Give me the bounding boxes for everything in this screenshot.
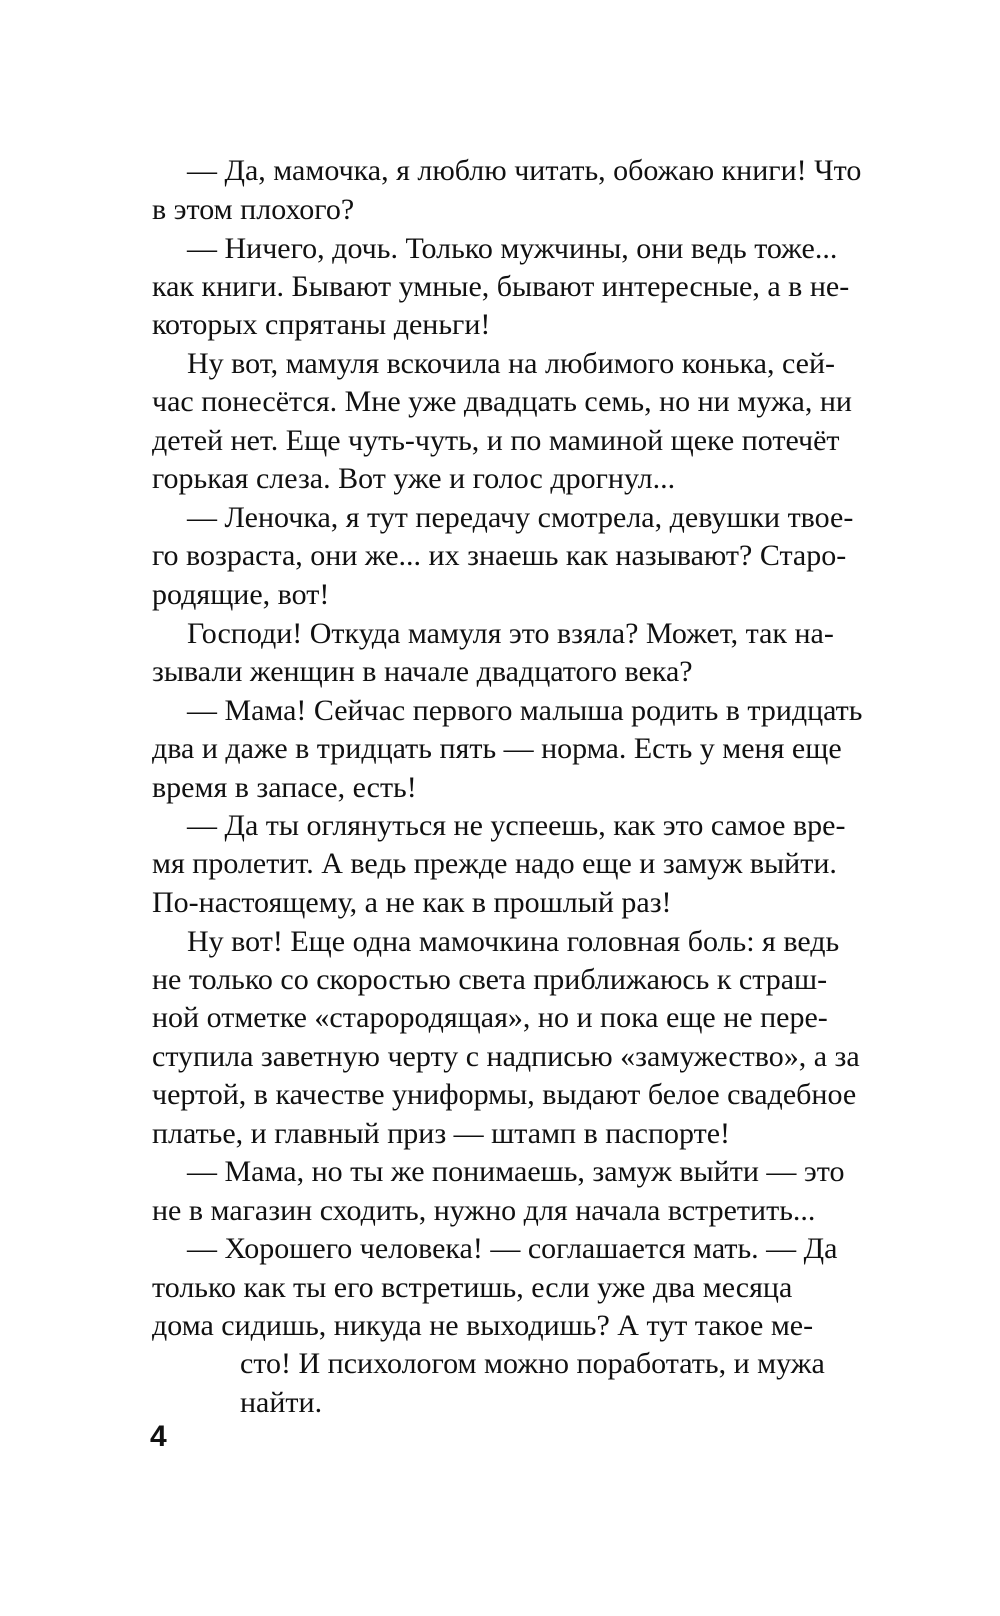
text-line: Ну вот! Еще одна мамочкина головная боль: я ведь [187,925,840,958]
text-line: время в запасе, есть! [152,771,417,804]
text-line: только как ты его встретишь, если уже два месяца [152,1271,793,1304]
text-line: Господи! Откуда мамуля это взяла? Может, так на- [187,617,834,650]
text-line: сто! И психологом можно поработать, и мужа [240,1347,825,1380]
text-line: не в магазин сходить, нужно для начала встретить... [152,1194,816,1227]
text-line: детей нет. Еще чуть-чуть, и по маминой щеке потечёт [152,424,840,457]
text-line: дома сидишь, никуда не выходишь? А тут такое ме- [152,1309,814,1342]
text-line: — Да, мамочка, я люблю читать, обожаю книги! Что [187,154,862,187]
text-line: которых спрятаны деньги! [152,308,491,341]
text-line: — Ничего, дочь. Только мужчины, они ведь тоже... [187,232,838,265]
text-line: ной отметке «старородящая», но и пока еще не пере- [152,1001,828,1034]
text-line: найти. [240,1386,323,1419]
text-line: как книги. Бывают умные, бывают интересные, а в не- [152,270,850,303]
text-line: не только со скоростью света приближаюсь к страш- [152,963,828,996]
text-line: — Леночка, я тут передачу смотрела, девушки твое- [187,501,854,534]
text-line: час понесётся. Мне уже двадцать семь, но ни мужа, ни [152,385,852,418]
text-line: горькая слеза. Вот уже и голос дрогнул... [152,462,676,495]
text-line: — Да ты оглянуться не успеешь, как это самое вре- [187,809,846,842]
text-line: платье, и главный приз — штамп в паспорте! [152,1117,731,1150]
text-line: чертой, в качестве униформы, выдают белое свадебное [152,1078,857,1111]
text-line: ступила заветную черту с надписью «замужество», а за [152,1040,860,1073]
page-number: 4 [150,1420,167,1453]
text-line: го возраста, они же... их знаешь как называют? Старо- [152,539,847,572]
text-line: в этом плохого? [152,193,355,226]
text-line: — Мама, но ты же понимаешь, замуж выйти — это [187,1155,845,1188]
text-line: По-настоящему, а не как в прошлый раз! [152,886,672,919]
text-line: родящие, вот! [152,578,330,611]
text-line: — Хорошего человека! — соглашается мать. — Да [187,1232,838,1265]
text-line: — Мама! Сейчас первого малыша родить в тридцать [187,694,863,727]
text-line: Ну вот, мамуля вскочила на любимого конька, сей- [187,347,836,380]
text-line: мя пролетит. А ведь прежде надо еще и замуж выйти. [152,847,837,880]
text-line: два и даже в тридцать пять — норма. Есть у меня еще [152,732,842,765]
text-line: зывали женщин в начале двадцатого века? [152,655,693,688]
